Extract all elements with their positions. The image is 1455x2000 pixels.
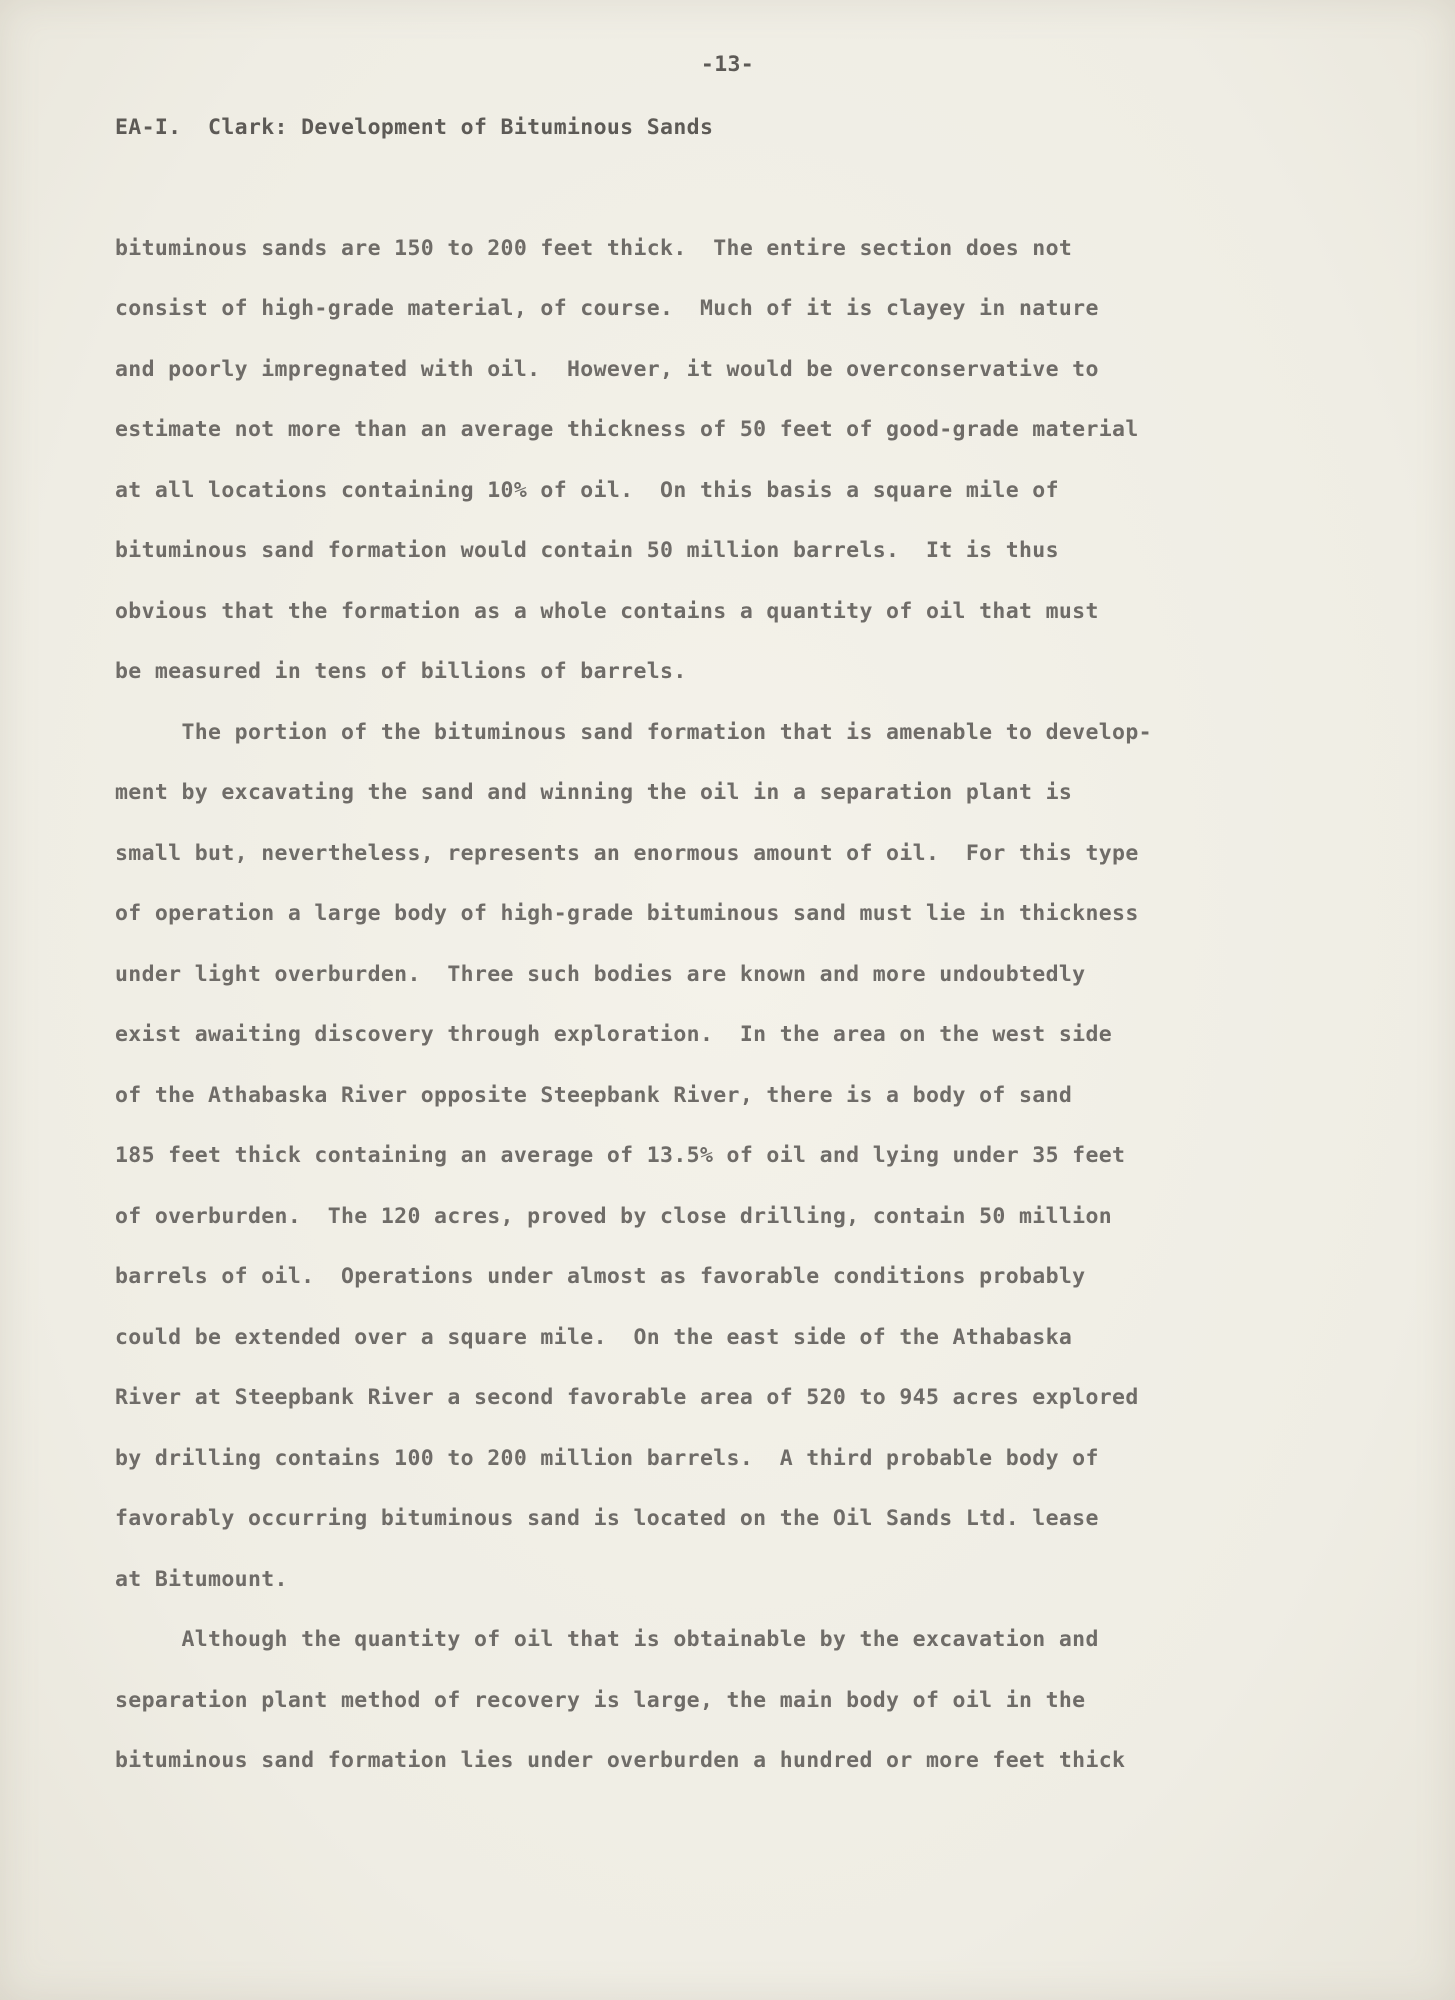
text-line: bituminous sand formation lies under overburden a hundred or more feet thick [115,1748,1126,1773]
text-line: could be extended over a square mile. On the east side of the Athabaska [115,1325,1073,1350]
text-line: and poorly impregnated with oil. However, it would be overconservative to [115,357,1099,382]
page-number: -13- [700,52,755,77]
text-line: by drilling contains 100 to 200 million barrels. A third probable body of [115,1446,1099,1471]
text-line: River at Steepbank River a second favorable area of 520 to 945 acres explored [115,1385,1139,1410]
text-line: 185 feet thick containing an average of 13.5% of oil and lying under 35 feet [115,1143,1126,1168]
text-line: be measured in tens of billions of barrels. [115,659,687,684]
text-line: estimate not more than an average thickness of 50 feet of good-grade material [115,417,1139,442]
text-line: of operation a large body of high-grade bituminous sand must lie in thickness [115,901,1139,926]
text-line: bituminous sands are 150 to 200 feet thick. The entire section does not [115,236,1073,261]
text-line: ment by excavating the sand and winning the oil in a separation plant is [115,780,1073,805]
text-line: at all locations containing 10% of oil. On this basis a square mile of [115,478,1059,503]
text-line: favorably occurring bituminous sand is located on the Oil Sands Ltd. lease [115,1506,1099,1531]
text-line: of the Athabaska River opposite Steepbank River, there is a body of sand [115,1083,1073,1108]
text-line: The portion of the bituminous sand formation that is amenable to develop- [115,720,1152,745]
text-line: obvious that the formation as a whole contains a quantity of oil that must [115,599,1099,624]
text-line: bituminous sand formation would contain 50 million barrels. It is thus [115,538,1059,563]
text-line: separation plant method of recovery is large, the main body of oil in the [115,1688,1086,1713]
running-head: EA-I. Clark: Development of Bituminous Sands [115,115,714,140]
text-line: of overburden. The 120 acres, proved by close drilling, contain 50 million [115,1204,1113,1229]
text-line: barrels of oil. Operations under almost as favorable conditions probably [115,1264,1086,1289]
text-line: small but, nevertheless, represents an enormous amount of oil. For this type [115,841,1139,866]
text-line: at Bitumount. [115,1567,288,1592]
text-line: Although the quantity of oil that is obtainable by the excavation and [115,1627,1099,1652]
text-line: under light overburden. Three such bodies are known and more undoubtedly [115,962,1086,987]
text-line: consist of high-grade material, of course. Much of it is clayey in nature [115,296,1099,321]
text-line: exist awaiting discovery through exploration. In the area on the west side [115,1022,1113,1047]
